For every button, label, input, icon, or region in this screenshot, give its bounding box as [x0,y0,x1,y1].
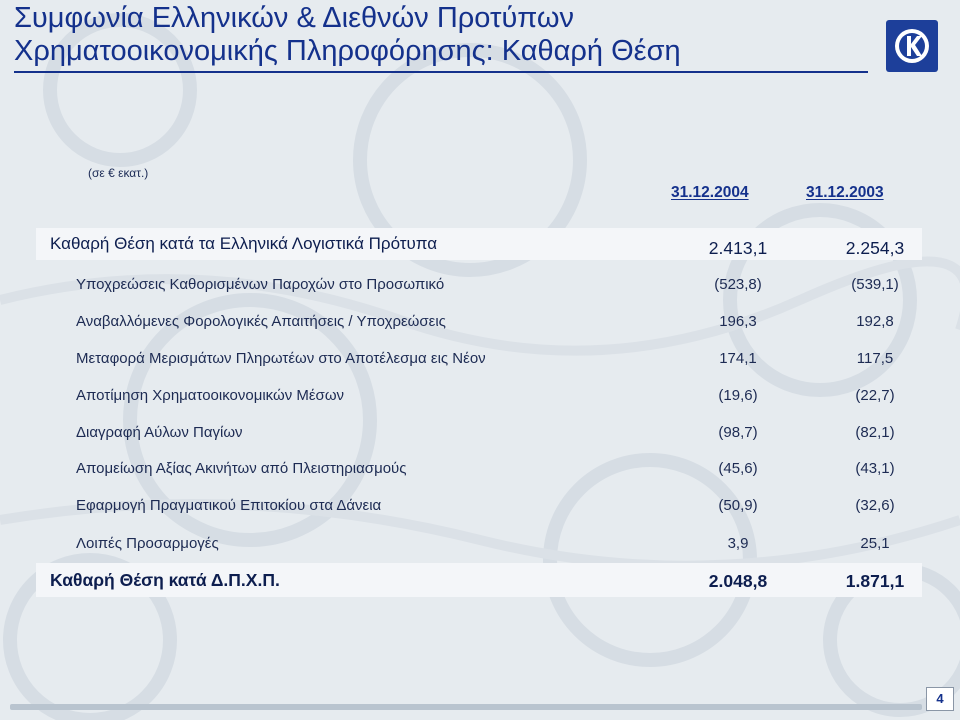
value-2004: (98,7) [718,424,758,441]
value-2004: (50,9) [718,497,758,514]
value-2004: (523,8) [714,276,762,293]
table-row [76,387,922,409]
value-2003: 117,5 [856,350,894,367]
row-label: Καθαρή Θέση κατά Δ.Π.Χ.Π. [50,570,280,590]
footer-divider [10,704,922,710]
table-row [76,424,922,446]
value-2004: 196,3 [719,313,757,330]
title-line-2: Χρηματοοικονομικής Πληροφόρησης: Καθαρή Θέση [14,35,681,67]
value-2003: (539,1) [851,276,899,293]
table-row [76,276,922,298]
value-2004: (19,6) [718,387,758,404]
title-underline [14,71,868,73]
row-label: Καθαρή Θέση κατά τα Ελληνικά Λογιστικά Πρότυπα [50,234,438,253]
row-label: Υποχρεώσεις Καθορισμένων Παροχών στο Προσωπικό [76,276,445,293]
value-2004: 2.413,1 [708,238,768,258]
unit-label: (σε € εκατ.) [88,166,149,180]
table-row [76,535,922,557]
value-2004: 2.048,8 [708,571,768,591]
value-2003: 1.871,1 [845,571,905,591]
value-2004: 174,1 [719,350,757,367]
value-2004: (45,6) [718,460,758,477]
table-row [76,313,922,335]
value-2003: 25,1 [860,535,890,552]
row-label: Εφαρμογή Πραγματικού Επιτοκίου στα Δάνεια [76,497,382,514]
row-label: Διαγραφή Αύλων Παγίων [76,424,243,441]
page-number: 4 [926,687,954,711]
row-label: Αποτίμηση Χρηματοοικονομικών Μέσων [76,387,345,404]
row-label: Μεταφορά Μερισμάτων Πληρωτέων στο Αποτέλεσμα εις Νέον [76,350,486,367]
table-row [76,350,922,372]
value-2003: 2.254,3 [845,238,905,258]
row-label: Απομείωση Αξίας Ακινήτων από Πλειστηριασμούς [76,460,407,477]
value-2003: 192,8 [856,313,894,330]
bank-logo-icon [886,20,938,72]
page-title [14,2,681,68]
value-2003: (32,6) [855,497,895,514]
value-2003: (82,1) [855,424,895,441]
value-2003: (22,7) [855,387,895,404]
column-header-2003: 31.12.2003 [806,184,884,201]
row-label: Λοιπές Προσαρμογές [76,535,219,552]
column-header-2004: 31.12.2004 [671,184,749,201]
title-line-1: Συμφωνία Ελληνικών & Διεθνών Προτύπων [14,2,575,34]
row-label: Αναβαλλόμενες Φορολογικές Απαιτήσεις / Υποχρεώσεις [76,313,446,330]
value-2003: (43,1) [855,460,895,477]
table-row [76,460,922,482]
opening-equity-row [36,228,922,260]
closing-equity-row [36,563,922,597]
table-row [76,497,922,519]
value-2004: 3,9 [727,535,749,552]
